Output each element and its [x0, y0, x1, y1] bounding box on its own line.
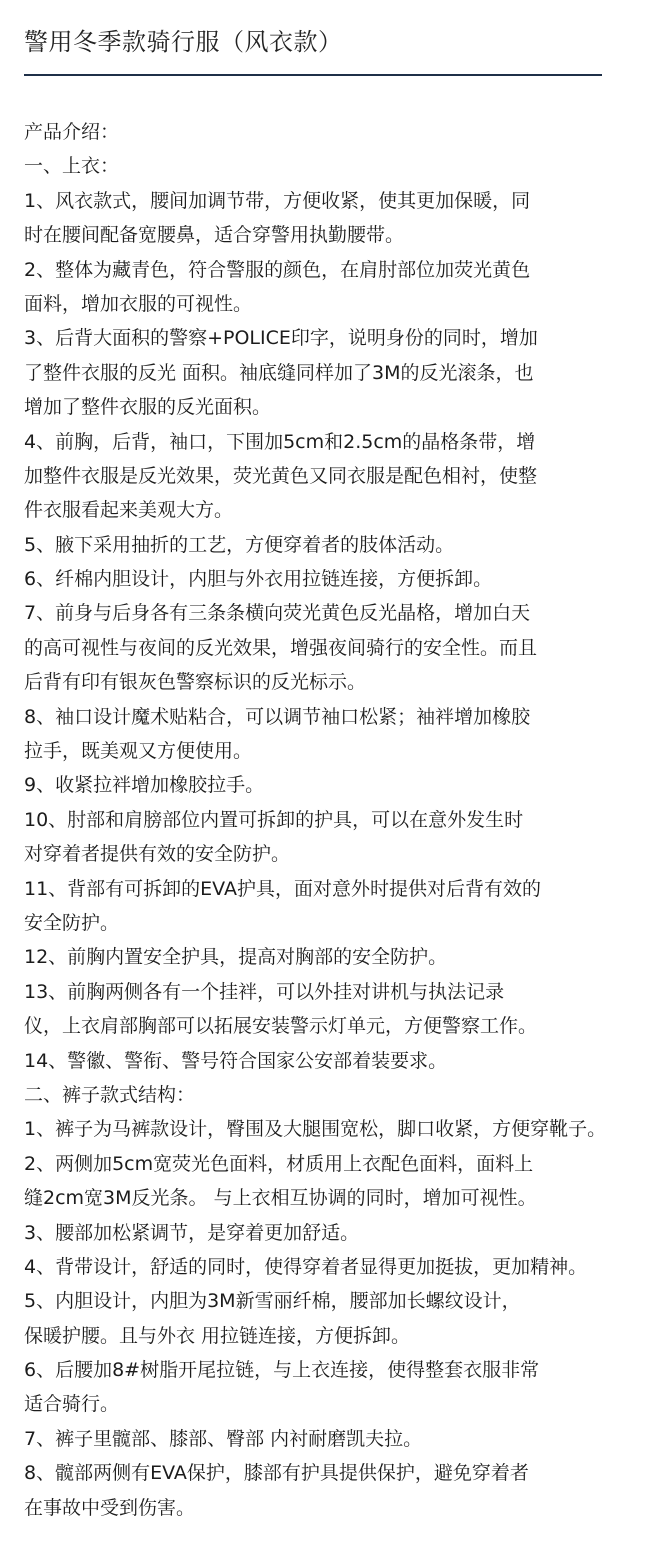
text-line: 2、整体为藏青色，符合警服的颜色，在肩肘部位加荧光黄色: [24, 258, 531, 281]
text-line: 时在腰间配备宽腰鼻，适合穿警用执勤腰带。: [24, 224, 405, 247]
text-line: 5、腋下采用抽折的工艺，方便穿着者的肢体活动。: [24, 533, 455, 556]
text-line: 12、前胸内置安全护具，提高对胸部的安全防护。: [24, 946, 448, 969]
text-line: 6、后腰加8#树脂开尾拉链，与上衣连接，使得整套衣服非常: [24, 1359, 540, 1382]
text-line: 增加了整件衣服的反光面积。: [24, 396, 272, 419]
text-line: 4、背带设计，舒适的同时，使得穿着者显得更加挺拔，更加精神。: [24, 1255, 588, 1278]
text-line: 加整件衣服是反光效果，荧光黄色又同衣服是配色相衬，使整: [24, 464, 538, 487]
text-line: 保暖护腰。且与外衣 用拉链连接，方便拆卸。: [24, 1324, 411, 1347]
text-line: 8、髋部两侧有EVA保护，膝部有护具提供保护，避免穿着者: [24, 1462, 529, 1485]
document-body: [24, 115, 610, 1525]
text-line: 14、警徽、警衔、警号符合国家公安部着装要求。: [24, 1049, 448, 1072]
text-line: 4、前胸，后背，袖口，下围加5cm和2.5cm的晶格条带，增: [24, 430, 536, 453]
document-title: 警用冬季款骑行服（风衣款）: [24, 28, 343, 56]
text-line: 件衣服看起来美观大方。: [24, 499, 234, 522]
text-line: 拉手，既美观又方便使用。: [24, 740, 253, 763]
text-line: 缝2cm宽3M反光条。 与上衣相互协调的同时，增加可视性。: [24, 1187, 537, 1210]
text-line: 后背有印有银灰色警察标识的反光标示。: [24, 671, 367, 694]
text-line: 3、腰部加松紧调节，是穿着更加舒适。: [24, 1221, 360, 1244]
text-line: 8、袖口设计魔术贴粘合，可以调节袖口松紧；袖袢增加橡胶: [24, 705, 531, 728]
text-line: 1、裤子为马裤款设计，臀围及大腿围宽松，脚口收紧，方便穿靴子。: [24, 1118, 607, 1141]
text-line: 一、上衣：: [24, 155, 120, 178]
text-line: 9、收紧拉袢增加橡胶拉手。: [24, 774, 265, 797]
text-line: 1、风衣款式，腰间加调节带，方便收紧，使其更加保暖，同: [24, 189, 531, 212]
text-line: 13、前胸两侧各有一个挂袢，可以外挂对讲机与执法记录: [24, 980, 505, 1003]
text-line: 适合骑行。: [24, 1393, 120, 1416]
text-line: 11、背部有可拆卸的EVA护具，面对意外时提供对后背有效的: [24, 877, 541, 900]
text-line: 3、后背大面积的警察+POLICE印字，说明身份的同时，增加: [24, 327, 538, 350]
text-line: 的高可视性与夜间的反光效果，增强夜间骑行的安全性。而且: [24, 636, 538, 659]
text-line: 安全防护。: [24, 911, 120, 934]
text-line: 2、两侧加5cm宽荧光色面料，材质用上衣配色面料，面料上: [24, 1152, 534, 1175]
text-line: 面料，增加衣服的可视性。: [24, 292, 253, 315]
text-line: 在事故中受到伤害。: [24, 1496, 196, 1519]
text-line: 对穿着者提供有效的安全防护。: [24, 843, 291, 866]
text-line: 5、内胆设计，内胆为3M新雪丽纤棉，腰部加长螺纹设计，: [24, 1290, 521, 1313]
text-line: 7、裤子里髋部、膝部、臀部 内衬耐磨凯夫拉。: [24, 1427, 423, 1450]
text-line: 了整件衣服的反光 面积。袖底缝同样加了3M的反光滚条，也: [24, 361, 534, 384]
text-line: 仪，上衣肩部胸部可以拓展安装警示灯单元，方便警察工作。: [24, 1015, 538, 1038]
text-line: 7、前身与后身各有三条条横向荧光黄色反光晶格，增加白天: [24, 602, 531, 625]
title-divider: [24, 74, 602, 76]
text-line: 10、肘部和肩膀部位内置可拆卸的护具，可以在意外发生时: [24, 808, 524, 831]
text-line: 产品介绍：: [24, 121, 120, 143]
text-line: 二、裤子款式结构：: [24, 1083, 196, 1106]
text-line: 6、纤棉内胆设计，内胆与外衣用拉链连接，方便拆卸。: [24, 568, 493, 591]
